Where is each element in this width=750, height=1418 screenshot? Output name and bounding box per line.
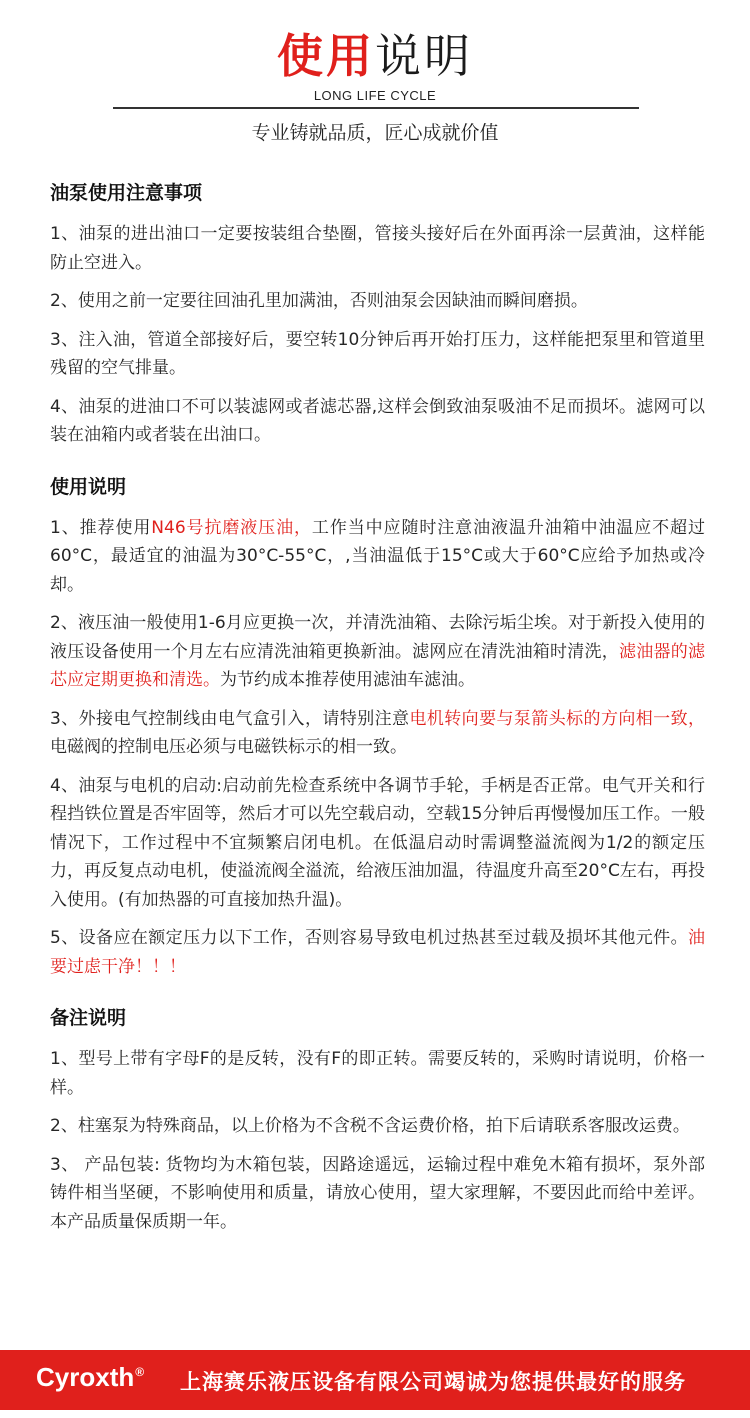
page-title-dark: 说明 (375, 29, 473, 83)
paragraph (50, 705, 705, 762)
highlight-text: N46号抗磨液压油， (151, 517, 312, 538)
paragraph (50, 1151, 705, 1237)
paragraph (50, 514, 705, 600)
paragraph (50, 772, 705, 915)
title-divider (113, 107, 639, 109)
paragraph-text: 3、注入油，管道全部接好后，要空转10分钟后再开始打压力，这样能把泵里和管道里残留的空气排量。 (50, 329, 705, 378)
paragraph (50, 1045, 705, 1102)
paragraph-text: 2、使用之前一定要往回油孔里加满油，否则油泵会因缺油而瞬间磨损。 (50, 291, 588, 311)
paragraph-text: 1、油泵的进出油口一定要按装组合垫圈，管接头接好后在外面再涂一层黄油，这样能防止空进入。 (50, 224, 705, 273)
page-subtitle: LONG LIFE CYCLE (313, 88, 437, 103)
registered-mark: ® (135, 1365, 145, 1380)
section-heading: 使用说明 (50, 475, 127, 498)
brand-name: Cyroxth (36, 1362, 135, 1392)
paragraph (50, 220, 705, 277)
highlight-text: 电机转向要与泵箭头标的方向相一致， (409, 708, 705, 729)
highlight-text: 滤油器的滤芯应定期更换和清选。 (50, 641, 706, 690)
paragraph-text: 4、油泵的进油口不可以装滤网或者滤芯器,这样会倒致油泵吸油不足而损坏。滤网可以装在油箱内或者装在出油口。 (50, 396, 705, 445)
paragraph-text: 4、油泵与电机的启动:启动前先检查系统中各调节手轮，手柄是否正常。电气开关和行程挡铁位置是否牢固等，然后才可以先空载启动，空载15分钟后再慢慢加压工作。一般情况下，工作过程中不宜频繁启闭电机。在低温启动时需调整溢流阀为1/2的额定压力，再反复点动电机，使溢流阀全溢流，给液压油加温，待温度升高至20°C左右，再投入使用。(有加热器的可直接加热升温)。 (50, 775, 705, 910)
content-area (50, 178, 705, 1258)
footer-slogan: 上海赛乐液压设备有限公司竭诚为您提供最好的服务 (180, 1370, 686, 1394)
paragraph (50, 924, 705, 981)
page-title (0, 28, 750, 84)
brand-logo (36, 1362, 144, 1393)
paragraph-text: 3、 产品包装: 货物均为木箱包装，因路途遥远，运输过程中难免木箱有损坏，泵外部铸件相当坚硬，不影响使用和质量，请放心使用，望大家理解，不要因此而给中差评。本产品质量保质期一年。 (50, 1154, 705, 1232)
highlight-text: 油要过虑干净！！！ (50, 928, 705, 977)
paragraph-text: 电磁阀的控制电压必须与电磁铁标示的相一致。 (50, 737, 407, 757)
paragraph-text: 2、柱塞泵为特殊商品，以上价格为不含税不含运费价格，拍下后请联系客服改运费。 (50, 1116, 690, 1136)
section (50, 178, 705, 450)
paragraph-text: 为节约成本推荐使用滤油车滤油。 (220, 670, 475, 690)
footer-banner (0, 1350, 750, 1410)
paragraph-text: 1、型号上带有字母F的是反转，没有F的即正转。需要反转的，采购时请说明，价格一样。 (50, 1049, 705, 1098)
section (50, 1003, 705, 1236)
paragraph-text: 1、推荐使用 (50, 517, 152, 538)
section (50, 472, 705, 982)
tagline: 专业铸就品质，匠心成就价值 (251, 122, 499, 144)
paragraph (50, 1112, 705, 1141)
paragraph (50, 287, 705, 316)
paragraph (50, 609, 705, 695)
paragraph-text: 工作当中应随时注意油液温升油箱中油温应不超过60°C，最适宜的油温为30°C-55°C，,当油温低于15°C或大于60°C应给予加热或冷却。 (50, 517, 705, 595)
paragraph (50, 393, 705, 450)
section-heading: 备注说明 (50, 1007, 127, 1029)
page-title-red: 使用 (277, 29, 375, 83)
paragraph-text: 5、设备应在额定压力以下工作，否则容易导致电机过热甚至过载及损坏其他元件。 (50, 928, 688, 948)
paragraph-text: 2、液压油一般使用1-6月应更换一次，并清洗油箱、去除污垢尘埃。对于新投入使用的液压设备使用一个月左右应清洗油箱更换新油。滤网应在清洗油箱时清洗， (50, 613, 705, 662)
paragraph-text: 3、外接电气控制线由电气盒引入，请特别注意 (50, 708, 410, 729)
section-heading: 油泵使用注意事项 (50, 182, 203, 204)
paragraph (50, 326, 705, 383)
